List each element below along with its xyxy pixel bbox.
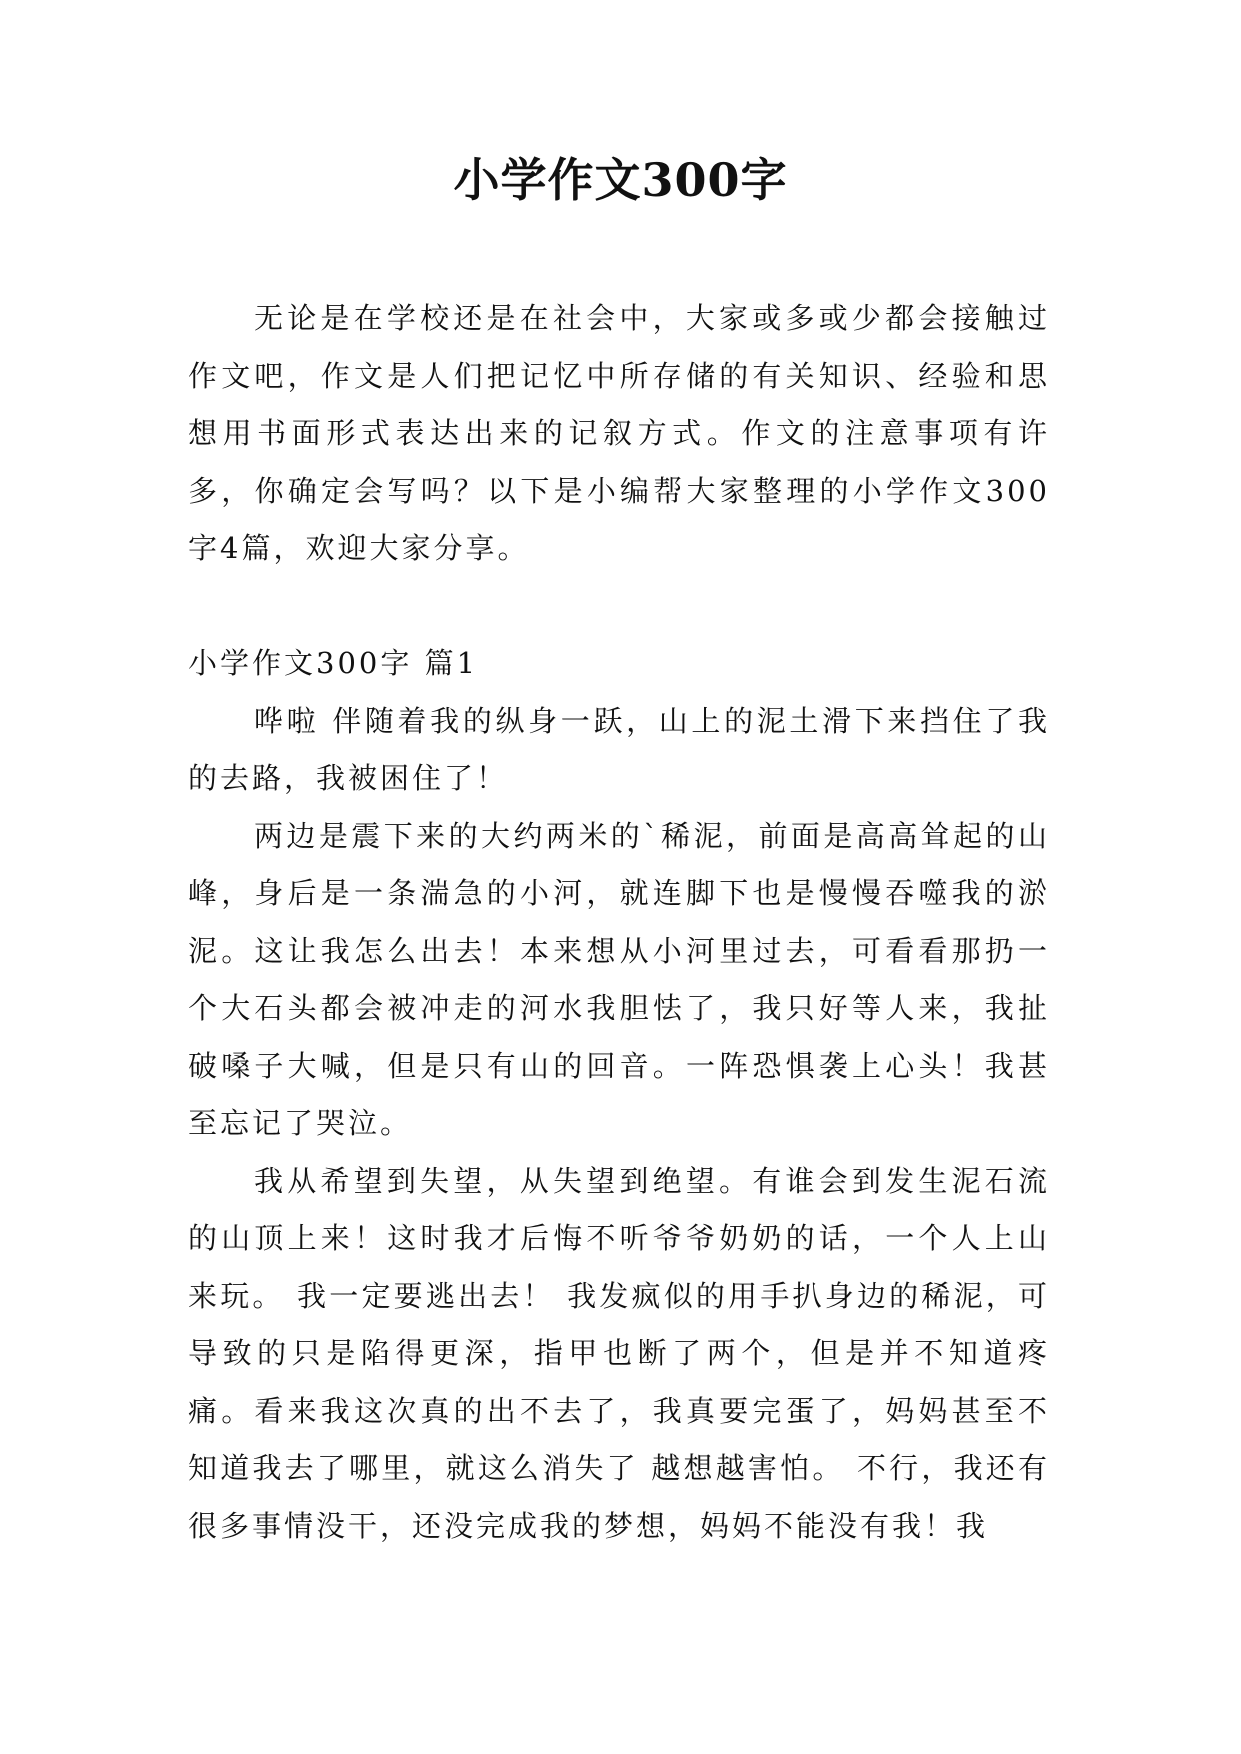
section-heading: 小学作文300字 篇1 [188,646,479,680]
document-title: 小学作文300字 [453,153,788,207]
section-paragraph-2: 两边是震下来的大约两米的`稀泥，前面是高高耸起的山峰，身后是一条湍急的小河，就连脚下也是慢慢吞噬我的淤泥。这让我怎么出去！本来想从小河里过去，可看看那扔一个大石头都会被冲走的河水我胆怯了，我只好等人来，我扯破嗓子大喊，但是只有山的回音。一阵恐惧袭上心头！我甚至忘记了哭泣。 [188,818,1050,1140]
section-paragraph-1: 哗啦 伴随着我的纵身一跃，山上的泥土滑下来挡住了我的去路，我被困住了！ [188,703,1050,795]
section-paragraph-3: 我从希望到失望，从失望到绝望。有谁会到发生泥石流的山顶上来！这时我才后悔不听爷爷奶奶的话，一个人上山来玩。 我一定要逃出去！ 我发疯似的用手扒身边的稀泥，可导致的只是陷得更深，指甲也断了两个，但是并不知道疼痛。看来我这次真的出不去了，我真要完蛋了，妈妈甚至不知道我去了哪里，就这么消失了 越想越害怕。 不行，我还有很多事情没干，还没完成我的梦想，妈妈不能没有我！我 [188,1163,1050,1543]
intro-paragraph: 无论是在学校还是在社会中，大家或多或少都会接触过作文吧，作文是人们把记忆中所存储的有关知识、经验和思想用书面形式表达出来的记叙方式。作文的注意事项有许多，你确定会写吗？以下是小编帮大家整理的小学作文300字4篇，欢迎大家分享。 [188,301,1050,565]
section-1 [188,635,1050,1555]
intro-block [188,290,1050,578]
